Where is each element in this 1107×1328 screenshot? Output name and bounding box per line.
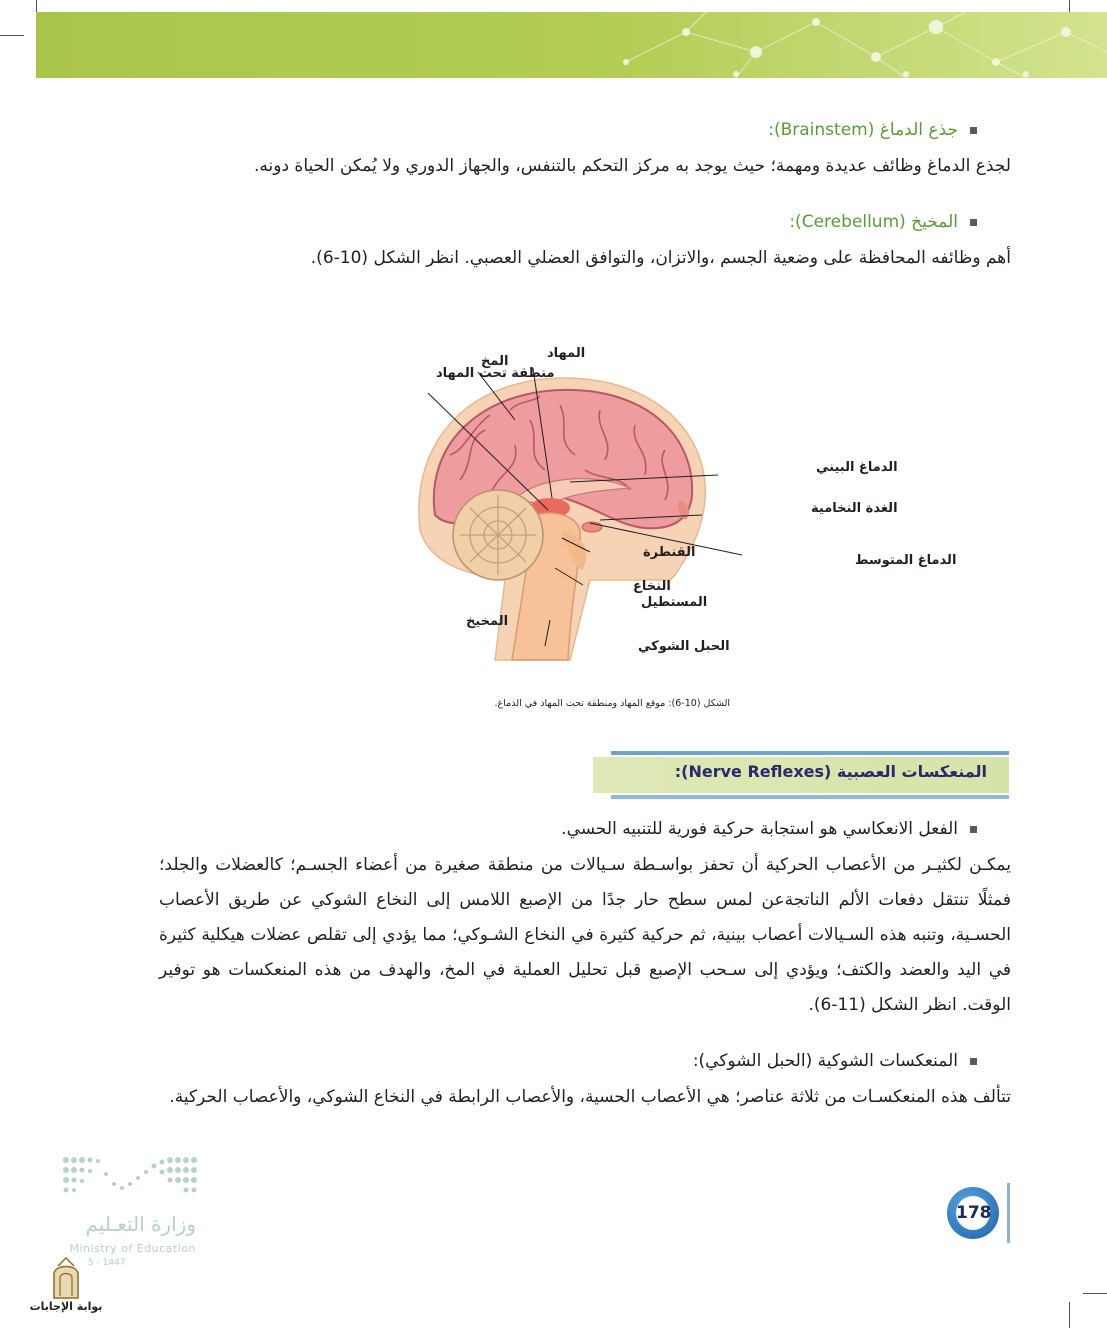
section-bar-edge	[611, 795, 1009, 799]
reflexes-heading: المنعكسات العصبية (Nerve Reflexes):	[674, 762, 987, 781]
label-midbrain: الدماغ المتوسط	[855, 553, 957, 568]
ministry-year: 5 - 1447	[88, 1258, 126, 1268]
reflex-bullet-1: الفعل الانعكاسي هو استجابة حركية فورية للتنبيه الحسي.	[561, 819, 977, 839]
ministry-english: Ministry of Education	[69, 1242, 196, 1255]
label-hypothalamus: منطقة تحت المهاد	[436, 366, 555, 381]
label-spinal-cord: الحبل الشوكي	[638, 639, 730, 654]
reflexes-paragraph-1: يمكـن لكثيـر من الأعصاب الحركية أن تحفز بواسـطة سـيالات من منطقة صغيرة من أعضاء الجسـم؛ كالعضلات والجلد؛ فمثلًا تنتقل دفعات الألم الناتجةعن لمس سطح حار جدًا من الإصبع اللامس إلى النخاع الشوكي عن طريق الأعصاب الحسـية، وتنبه هذه السـيالات أعصاب بينية، ثم حركية كثيرة في النخاع الشـوكي؛ مما يؤدي إلى تقلص عضلات هيكلية كثيرة في اليد والعضد والكتف؛ ويؤدي إلى سـحب الإصبع قبل تحليل العملية في المخ، والهدف من هذه المنعكسات هو توفير الوقت. انظر الشكل (11-6).	[159, 855, 1011, 1015]
page-number-badge	[947, 1187, 1003, 1239]
network-decoration	[36, 12, 1107, 78]
bullet-square-icon	[970, 826, 977, 833]
label-cerebellum: المخيخ	[466, 614, 509, 629]
brainstem-title: جذع الدماغ (Brainstem):	[768, 120, 977, 140]
reflex-bullet-2: المنعكسات الشوكية (الحبل الشوكي):	[693, 1051, 977, 1071]
lantern-icon	[28, 1256, 104, 1300]
label-medulla-2: المستطيل	[641, 595, 708, 610]
ministry-dots-icon	[60, 1154, 200, 1204]
header-band	[36, 12, 1107, 78]
brain-diagram	[300, 330, 957, 670]
page-number-bar	[1007, 1183, 1010, 1243]
ministry-arabic: وزارة التعـليم	[85, 1212, 196, 1236]
crop-mark	[0, 35, 24, 36]
label-diencephalon: الدماغ البيني	[816, 460, 898, 475]
label-cerebrum: المخ	[481, 354, 509, 369]
section-heading-bar	[593, 751, 1009, 799]
label-thalamus: المهاد	[547, 346, 586, 361]
label-pons: القنطرة	[643, 545, 696, 560]
cerebellum-text: أهم وظائفه المحافظة على وضعية الجسم ،والاتزان، والتوافق العضلي العصبي. انظر الشكل (10-6).	[310, 248, 1011, 268]
reflexes-paragraph-2: تتألف هذه المنعكسـات من ثلاثة عناصر؛ هي الأعصاب الحسية، والأعصاب الرابطة في النخاع الشوكي، والأعصاب الحركية.	[169, 1087, 1011, 1107]
crop-mark	[1069, 1302, 1070, 1328]
bullet-square-icon	[970, 1058, 977, 1065]
stamp-text: بوابة الإجابات	[29, 1300, 103, 1313]
figure-caption: الشكل (10-6): موقع المهاد ومنطقة تحت المهاد في الدماغ.	[494, 698, 730, 709]
ministry-logo	[60, 1150, 200, 1270]
section-bar-edge	[611, 751, 1009, 755]
crop-mark	[1083, 1293, 1107, 1294]
cerebellum-title: المخيخ (Cerebellum):	[789, 212, 977, 232]
brainstem-text: لجذع الدماغ وظائف عديدة ومهمة؛ حيث يوجد به مركز التحكم بالتنفس، والجهاز الدوري ولا يُمكن الحياة دونه.	[254, 156, 1011, 176]
label-pituitary: الغدة النخامية	[811, 501, 898, 516]
label-medulla-1: النخاع	[633, 579, 671, 594]
bullet-square-icon	[970, 219, 977, 226]
bullet-square-icon	[970, 127, 977, 134]
site-stamp	[28, 1256, 104, 1320]
page-number: 178	[956, 1196, 990, 1230]
